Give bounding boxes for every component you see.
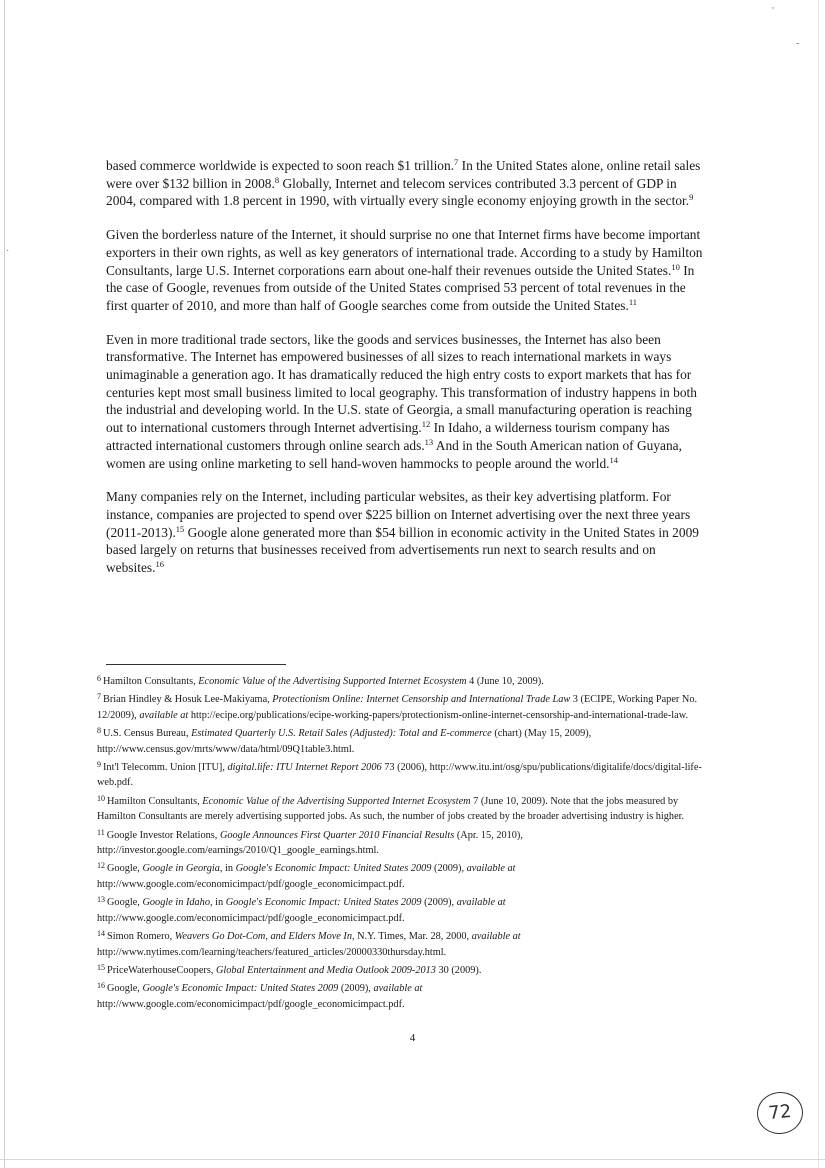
footnote-reference: 12	[421, 419, 431, 430]
scan-mark: '	[772, 6, 774, 17]
footnote	[97, 892, 702, 926]
footnote-text: PriceWaterhouseCoopers,	[107, 964, 216, 976]
footnote	[97, 858, 702, 892]
footnote-number: 6	[97, 674, 101, 683]
footnote-title: Google's Economic Impact: United States 2009	[235, 863, 432, 875]
footnote-text: http://www.nytimes.com/learning/teachers/featured_articles/20000330thursday.html.	[97, 946, 447, 958]
footnote-text: Int'l Telecomm. Union [ITU],	[103, 762, 228, 774]
footnote-text: http://www.google.com/economicimpact/pdf/google_economicimpact.pdf.	[97, 878, 405, 890]
footnote-text: 30 (2009).	[435, 964, 482, 976]
paragraph-text: based commerce worldwide is expected to soon reach $1 trillion.	[106, 158, 455, 173]
footnote-text: Google,	[107, 863, 143, 875]
footnote-text: Google,	[107, 983, 143, 995]
footnote-reference: 11	[628, 296, 638, 307]
footnote-text: Google Investor Relations,	[106, 829, 220, 841]
footnote-number: 7	[97, 692, 101, 702]
footnote-title: Estimated Quarterly U.S. Retail Sales (Adjusted): Total and E-commerce	[191, 728, 492, 740]
paragraph-text: Google alone generated more than $54 billion in economic activity in the United States in 2009 based largely on returns that businesses received from advertisements run next to search results and on websites.	[106, 524, 699, 576]
footnote-title: Google Announces First Quarter 2010 Financial Results	[219, 829, 455, 841]
footnote-title: available at	[471, 931, 521, 943]
footnote-text: (2009),	[338, 983, 374, 995]
handwritten-page-stamp: 72	[755, 1090, 805, 1137]
footnote-title: Google's Economic Impact: United States 2009	[225, 897, 422, 909]
footnote-title: Weavers Go Dot-Com, and Elders Move In	[174, 931, 353, 943]
footnote-text: (Apr. 15, 2010), http://investor.google.com/earnings/2010/Q1_google_earnings.html.	[97, 829, 523, 857]
footnote-number: 8	[97, 726, 101, 736]
scan-mark: -	[796, 38, 800, 49]
footnote-title: available at	[466, 863, 516, 875]
footnote	[97, 791, 702, 825]
footnote-number: 16	[97, 981, 105, 991]
footnote-number: 11	[97, 827, 105, 837]
footnote-text: http://ecipe.org/publications/ecipe-working-papers/protectionism-online-internet-censorship-and-international-trade-law.	[188, 709, 689, 721]
footnote	[97, 960, 702, 978]
footnote-title: Economic Value of the Advertising Supported Internet Ecosystem	[198, 676, 467, 687]
footnote	[97, 757, 702, 791]
scan-bottom-edge	[0, 1159, 825, 1160]
body-paragraph	[106, 488, 704, 577]
footnote-title: Economic Value of the Advertising Supported Internet Ecosystem	[202, 795, 471, 807]
footnote-title: Google in Idaho	[142, 897, 210, 909]
footnote-text: , in	[219, 863, 236, 875]
footnote-text: Google,	[107, 897, 143, 909]
footnote-number: 15	[97, 962, 105, 972]
footnote-title: digital.life: ITU Internet Report 2006	[227, 762, 382, 774]
footnote-text: 3 (ECIPE, Working Paper No. 12/2009),	[97, 694, 698, 721]
paragraph-text: In the case of Google, revenues from outside of the United States comprised 53 percent of total revenues in the first quarter of 2010, and more than half of Google searches come from outside the United States.	[106, 262, 695, 313]
scan-mark: ·	[6, 246, 10, 257]
paragraph-text: Even in more traditional trade sectors, like the goods and services businesses, the Internet has also been transformative. The Internet has empowered businesses of all sizes to reach international markets in ways unimaginable a generation ago. It has dramatically reduced the high entry costs to export markets that has for centuries kept most small business limited to local geography. This transformation of industry happens in both the industrial and developing world. In the U.S. state of Georgia, a small manufacturing operation is reaching out to international customers through Internet advertising.	[106, 331, 697, 436]
footnote-text: 7 (June 10, 2009). Note that the jobs measured by Hamilton Consultants are merely advertising supported jobs. As such, the number of jobs created by the broader advertising industry is higher.	[97, 795, 685, 823]
footnote	[97, 825, 702, 859]
footnote-text: Simon Romero,	[107, 931, 175, 943]
footnote	[97, 689, 702, 723]
footnote	[97, 723, 702, 757]
footnote-number: 12	[97, 861, 105, 871]
scan-left-edge	[4, 0, 5, 1168]
footnote-number: 10	[97, 793, 105, 803]
footnote-text: , in	[209, 897, 226, 909]
footnote-text: http://www.google.com/economicimpact/pdf/google_economicimpact.pdf.	[97, 912, 405, 924]
footnote-title: available at	[373, 983, 423, 995]
footnote-title: available at	[456, 897, 506, 909]
footnote-title: Google in Georgia	[142, 863, 220, 875]
footnote-reference: 9	[689, 192, 694, 203]
footnote-title: Global Entertainment and Media Outlook 2009-2013	[215, 964, 436, 976]
footnote-reference: 16	[155, 559, 164, 570]
paragraph-text: And in the South American nation of Guyana, women are using online marketing to sell hand-woven hammocks to people around the world.	[106, 437, 682, 471]
footnote-reference: 8	[274, 174, 280, 185]
footnote-reference: 7	[454, 157, 459, 167]
page-number: 4	[409, 1032, 416, 1044]
footnote-text: http://www.google.com/economicimpact/pdf/google_economicimpact.pdf.	[97, 998, 405, 1010]
body-paragraph	[106, 157, 704, 210]
footnotes	[97, 671, 702, 1012]
footnote-text: Hamilton Consultants,	[107, 795, 203, 807]
paragraph-text: In Idaho, a wilderness tourism company has attracted international customers through online search ads.	[106, 420, 670, 453]
paragraph-text: Many companies rely on the Internet, including particular websites, as their key advertising platform. For instance, companies are projected to spend over $225 billion on Internet advertising over the next three years (2011-2013).	[106, 489, 691, 540]
footnote-reference: 14	[609, 454, 619, 465]
footnote	[97, 978, 702, 1012]
footnote-text: 73 (2006), http://www.itu.int/osg/spu/publications/digitalife/docs/digital-life-web.pdf.	[97, 762, 702, 789]
footnote-text: Brian Hindley & Hosuk Lee-Makiyama,	[103, 694, 273, 706]
footnote-text: (chart) (May 15, 2009), http://www.census.gov/mrts/www/data/html/09Q1table3.html.	[97, 728, 592, 755]
body-paragraph	[106, 331, 704, 473]
footnote-text: (2009),	[421, 897, 457, 909]
footnote-reference: 13	[424, 436, 434, 447]
body-text	[106, 157, 704, 593]
footnote	[97, 671, 702, 689]
footnote-title: Google's Economic Impact: United States 2009	[142, 983, 339, 995]
paragraph-text: Globally, Internet and telecom services contributed 3.3 percent of GDP in 2004, compared with 1.8 percent in 1990, with virtually every single economy enjoying growth in the sector.	[106, 175, 690, 209]
paragraph-text: Given the borderless nature of the Internet, it should surprise no one that Internet firms have become important exporters in their own rights, as well as key generators of international trade. According to a study by Hamilton Consultants, large U.S. Internet corporations earn about one-half their revenues outside the United States.	[106, 227, 703, 278]
footnote	[97, 926, 702, 960]
footnote-title: available at	[139, 709, 189, 721]
footnote-separator	[106, 664, 286, 665]
footnote-text: U.S. Census Bureau,	[103, 728, 192, 740]
paragraph-text: In the United States alone, online retail sales were over $132 billion in 2008.	[106, 158, 701, 191]
footnote-text: 4 (June 10, 2009).	[466, 676, 544, 687]
footnote-number: 14	[97, 929, 105, 939]
footnote-number: 13	[97, 895, 105, 905]
body-paragraph	[106, 226, 704, 315]
scan-right-edge	[818, 0, 819, 1168]
footnote-number: 9	[97, 760, 101, 770]
footnote-text: , N.Y. Times, Mar. 28, 2000,	[352, 931, 472, 943]
footnote-text: Hamilton Consultants,	[103, 676, 199, 687]
footnote-reference: 15	[175, 523, 185, 534]
footnote-reference: 10	[671, 261, 680, 272]
footnote-title: Protectionism Online: Internet Censorship and International Trade Law	[272, 694, 571, 706]
footnote-text: (2009),	[431, 863, 467, 875]
